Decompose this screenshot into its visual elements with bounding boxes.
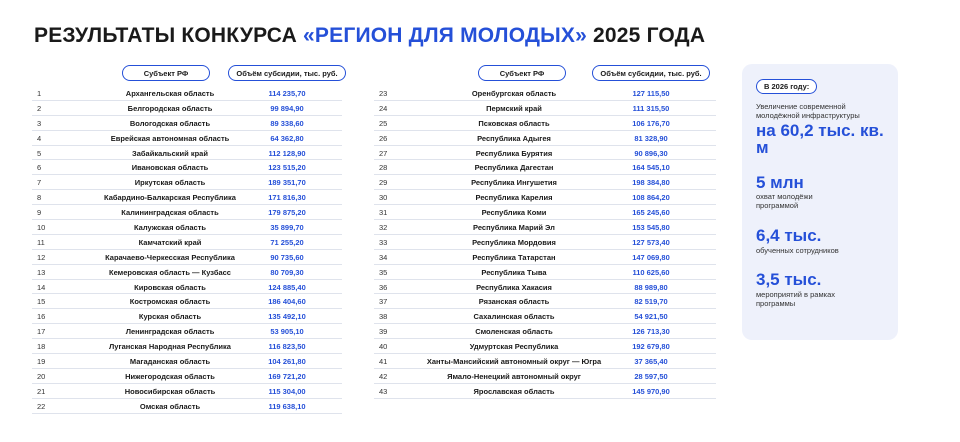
region-name: Рязанская область xyxy=(478,297,550,307)
subsidy-value: 81 328,90 xyxy=(634,133,668,143)
subsidy-value: 189 351,70 xyxy=(268,178,306,188)
subsidy-value: 114 235,70 xyxy=(268,89,306,98)
subsidy-value: 80 709,30 xyxy=(270,267,304,277)
row-number: 10 xyxy=(37,223,46,233)
subsidy-value: 71 255,20 xyxy=(270,237,304,247)
subsidy-value: 116 823,50 xyxy=(268,342,306,352)
table-row xyxy=(374,131,716,146)
table-row xyxy=(32,250,342,265)
region-name: Омская область xyxy=(139,401,201,411)
youth-reach-value: 5 млн xyxy=(756,173,804,193)
row-number: 22 xyxy=(37,401,46,411)
row-number: 20 xyxy=(37,371,46,381)
table-row xyxy=(374,205,716,220)
subsidy-value: 145 970,90 xyxy=(632,386,670,396)
row-number: 25 xyxy=(379,118,388,128)
row-number: 26 xyxy=(379,133,388,143)
subsidy-value: 123 515,20 xyxy=(268,163,306,173)
row-number: 18 xyxy=(37,342,46,352)
table-header xyxy=(374,64,716,82)
subsidy-value: 169 721,20 xyxy=(268,371,306,381)
subsidy-value: 90 735,60 xyxy=(270,252,304,262)
row-number: 19 xyxy=(37,357,46,367)
youth-reach-desc: охват молодёжи программой xyxy=(756,192,813,210)
stats-panel xyxy=(742,64,898,340)
table-row xyxy=(374,116,716,131)
row-number: 13 xyxy=(37,267,46,277)
table-row xyxy=(374,280,716,295)
row-number: 12 xyxy=(37,252,46,262)
subsidy-value: 124 885,40 xyxy=(268,282,306,292)
table-row xyxy=(374,101,716,116)
row-number: 28 xyxy=(379,163,388,173)
row-number: 35 xyxy=(379,267,388,277)
subsidy-value: 186 404,60 xyxy=(268,297,306,307)
row-number: 42 xyxy=(379,371,388,381)
table-row xyxy=(32,175,342,190)
region-name: Смоленская область xyxy=(475,327,553,337)
table-row xyxy=(32,280,342,295)
title-part2: 2025 ГОДА xyxy=(587,24,706,47)
row-number: 6 xyxy=(37,163,42,173)
table-row xyxy=(374,220,716,235)
table-row xyxy=(32,384,342,399)
table-row xyxy=(32,146,342,161)
region-name: Новосибирская область xyxy=(124,386,216,396)
results-table-right xyxy=(374,64,716,399)
subsidy-value: 112 128,90 xyxy=(268,148,306,158)
table-row xyxy=(374,86,716,101)
row-number: 33 xyxy=(379,237,388,247)
row-number: 23 xyxy=(379,89,388,98)
subsidy-value: 89 338,60 xyxy=(270,118,304,128)
table-body xyxy=(32,86,342,414)
table-row xyxy=(374,324,716,339)
subsidy-value: 135 492,10 xyxy=(268,312,306,322)
subsidy-value: 110 625,60 xyxy=(632,267,670,277)
subsidy-value: 111 315,50 xyxy=(632,103,670,113)
table-row xyxy=(32,190,342,205)
table-row xyxy=(32,235,342,250)
row-number: 1 xyxy=(37,89,42,98)
region-name: Костромская область xyxy=(129,297,211,307)
region-name: Архангельская область xyxy=(125,89,215,98)
subsidy-value: 108 864,20 xyxy=(632,193,670,203)
table-row xyxy=(374,146,716,161)
volume-header: Объём субсидии, тыс. руб. xyxy=(592,65,710,81)
table-row xyxy=(32,369,342,384)
subsidy-value: 119 638,10 xyxy=(268,401,306,411)
table-row xyxy=(374,384,716,399)
region-name: Еврейская автономная область xyxy=(110,133,230,143)
subsidy-value: 106 176,70 xyxy=(632,118,670,128)
region-name: Республика Карелия xyxy=(475,193,553,203)
subsidy-value: 104 261,80 xyxy=(268,357,306,367)
events-desc: мероприятий в рамках программы xyxy=(756,290,835,308)
table-row xyxy=(32,309,342,324)
table-row xyxy=(32,205,342,220)
region-name: Ярославская область xyxy=(473,386,555,396)
table-row xyxy=(374,175,716,190)
table-row xyxy=(32,265,342,280)
table-row xyxy=(32,220,342,235)
region-name: Республика Ингушетия xyxy=(471,178,557,188)
row-number: 40 xyxy=(379,342,388,352)
subsidy-value: 153 545,80 xyxy=(632,223,670,233)
region-name: Ямало-Ненецкий автономный округ xyxy=(447,371,581,381)
row-number: 27 xyxy=(379,148,388,158)
results-table-left xyxy=(32,64,342,414)
events-value: 3,5 тыс. xyxy=(756,270,822,290)
row-number: 11 xyxy=(37,237,45,247)
table-row xyxy=(32,354,342,369)
subject-header: Субъект РФ xyxy=(122,65,210,81)
subsidy-value: 115 304,00 xyxy=(268,386,306,396)
table-header xyxy=(32,64,342,82)
table-row xyxy=(32,160,342,175)
region-name: Кировская область xyxy=(134,282,206,292)
table-row xyxy=(32,101,342,116)
region-name: Республика Адыгея xyxy=(477,133,551,143)
region-name: Калужская область xyxy=(134,223,206,233)
region-name: Карачаево-Черкесская Республика xyxy=(105,252,235,262)
region-name: Луганская Народная Республика xyxy=(109,342,231,352)
trained-staff-value: 6,4 тыс. xyxy=(756,225,822,245)
subsidy-value: 179 875,20 xyxy=(268,208,306,218)
table-row xyxy=(374,160,716,175)
subsidy-value: 127 573,40 xyxy=(632,237,670,247)
region-name: Камчатский край xyxy=(138,237,202,247)
table-row xyxy=(32,294,342,309)
region-name: Вологодская область xyxy=(129,118,211,128)
row-number: 3 xyxy=(37,118,42,128)
region-name: Республика Коми xyxy=(481,208,547,218)
row-number: 7 xyxy=(37,178,42,188)
row-number: 41 xyxy=(379,357,388,367)
region-name: Магаданская область xyxy=(129,357,211,367)
table-row xyxy=(32,339,342,354)
year-badge: В 2026 году: xyxy=(756,79,817,94)
region-name: Республика Мордовия xyxy=(472,237,556,247)
table-body xyxy=(374,86,716,399)
subsidy-value: 37 365,40 xyxy=(634,357,668,367)
table-row xyxy=(374,369,716,384)
trained-staff-desc: обученных сотрудников xyxy=(756,245,839,255)
subsidy-value: 82 519,70 xyxy=(634,297,668,307)
subsidy-value: 165 245,60 xyxy=(632,208,670,218)
subsidy-value: 90 896,30 xyxy=(634,148,668,158)
region-name: Кемеровская область — Кузбасс xyxy=(109,267,231,277)
table-row xyxy=(32,86,342,101)
region-name: Республика Татарстан xyxy=(472,252,556,262)
region-name: Иркутская область xyxy=(134,178,206,188)
table-row xyxy=(374,190,716,205)
region-name: Белгородская область xyxy=(127,103,213,113)
subsidy-value: 127 115,50 xyxy=(632,89,670,98)
row-number: 5 xyxy=(37,148,42,158)
subsidy-value: 28 597,50 xyxy=(634,371,668,381)
region-name: Республика Тыва xyxy=(481,267,547,277)
row-number: 16 xyxy=(37,312,46,322)
region-name: Ленинградская область xyxy=(125,327,215,337)
row-number: 43 xyxy=(379,386,388,396)
row-number: 34 xyxy=(379,252,388,262)
region-name: Нижегородская область xyxy=(125,371,215,381)
table-row xyxy=(32,399,342,414)
subsidy-value: 192 679,80 xyxy=(632,342,670,352)
row-number: 36 xyxy=(379,282,388,292)
table-row xyxy=(374,309,716,324)
row-number: 31 xyxy=(379,208,388,218)
subsidy-value: 53 905,10 xyxy=(270,327,304,337)
region-name: Пермский край xyxy=(486,103,542,113)
subsidy-value: 126 713,30 xyxy=(632,327,670,337)
table-row xyxy=(374,294,716,309)
infrastructure-value: на 60,2 тыс. кв. м xyxy=(756,121,884,158)
region-name: Сахалинская область xyxy=(473,312,555,322)
subsidy-value: 99 894,90 xyxy=(270,103,304,113)
region-name: Забайкальский край xyxy=(132,148,208,158)
region-name: Республика Бурятия xyxy=(475,148,553,158)
subsidy-value: 88 989,80 xyxy=(634,282,668,292)
table-row xyxy=(32,131,342,146)
row-number: 8 xyxy=(37,193,42,203)
volume-header: Объём субсидии, тыс. руб. xyxy=(228,65,346,81)
region-name: Кабардино-Балкарская Республика xyxy=(104,193,236,203)
table-row xyxy=(374,235,716,250)
table-row xyxy=(374,354,716,369)
row-number: 30 xyxy=(379,193,388,203)
subsidy-value: 54 921,50 xyxy=(634,312,668,322)
page-title xyxy=(34,24,705,48)
subsidy-value: 164 545,10 xyxy=(632,163,670,173)
table-row xyxy=(374,339,716,354)
row-number: 32 xyxy=(379,223,388,233)
title-part1: РЕЗУЛЬТАТЫ КОНКУРСА xyxy=(34,24,304,47)
table-row xyxy=(374,250,716,265)
region-name: Республика Марий Эл xyxy=(473,223,555,233)
subject-header: Субъект РФ xyxy=(478,65,566,81)
subsidy-value: 198 384,80 xyxy=(632,178,670,188)
region-name: Ивановская область xyxy=(131,163,209,173)
region-name: Удмуртская Республика xyxy=(469,342,559,352)
row-number: 39 xyxy=(379,327,388,337)
table-row xyxy=(32,116,342,131)
region-name: Оренбургская область xyxy=(471,89,557,98)
title-accent: «РЕГИОН ДЛЯ МОЛОДЫХ» xyxy=(303,24,587,47)
row-number: 4 xyxy=(37,133,42,143)
row-number: 14 xyxy=(37,282,46,292)
row-number: 38 xyxy=(379,312,388,322)
subsidy-value: 171 816,30 xyxy=(268,193,306,203)
subsidy-value: 64 362,80 xyxy=(270,133,304,143)
subsidy-value: 35 899,70 xyxy=(270,223,304,233)
row-number: 24 xyxy=(379,103,388,113)
region-name: Калининградская область xyxy=(121,208,219,218)
region-name: Республика Хакасия xyxy=(476,282,552,292)
row-number: 9 xyxy=(37,208,42,218)
row-number: 29 xyxy=(379,178,388,188)
row-number: 2 xyxy=(37,103,42,113)
row-number: 15 xyxy=(37,297,46,307)
region-name: Ханты-Мансийский автономный округ — Югра xyxy=(426,357,602,367)
region-name: Курская область xyxy=(138,312,202,322)
subsidy-value: 147 069,80 xyxy=(632,252,670,262)
infrastructure-desc: Увеличение современной молодёжной инфраструктуры xyxy=(756,102,860,120)
row-number: 21 xyxy=(37,386,46,396)
region-name: Республика Дагестан xyxy=(474,163,554,173)
row-number: 17 xyxy=(37,327,46,337)
table-row xyxy=(32,324,342,339)
table-row xyxy=(374,265,716,280)
row-number: 37 xyxy=(379,297,388,307)
region-name: Псковская область xyxy=(478,118,550,128)
